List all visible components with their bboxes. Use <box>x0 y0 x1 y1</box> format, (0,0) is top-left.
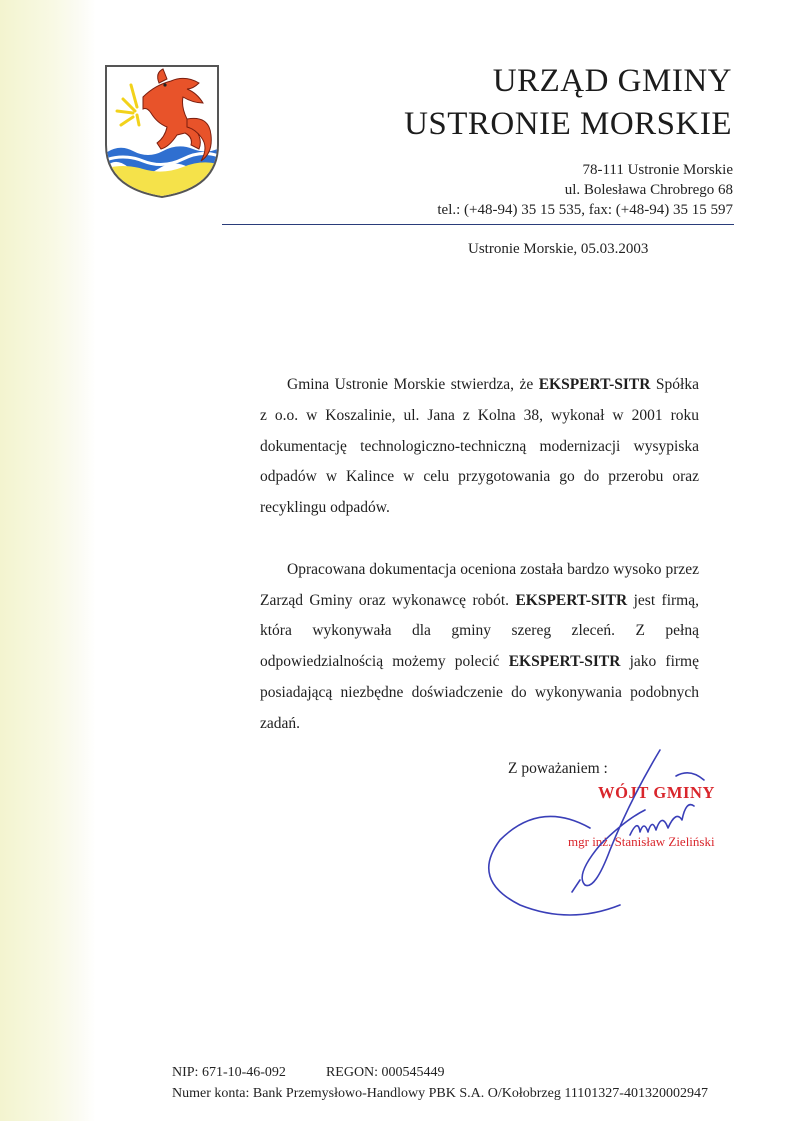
address-contact: tel.: (+48-94) 35 15 535, fax: (+48-94) 35 15 597 <box>437 202 733 218</box>
footer-regon: REGON: 000545449 <box>325 1065 445 1080</box>
footer-nip: NIP: 671-10-46-092 <box>172 1065 286 1080</box>
address-postal: 78-111 Ustronie Morskie <box>582 162 733 178</box>
footer-account: Numer konta: Bank Przemysłowo-Handlowy PBK S.A. O/Kołobrzeg 11101327-401320002947 <box>172 1086 708 1101</box>
company-name: EKSPERT-SITR <box>508 653 621 671</box>
body-paragraph-2 <box>260 555 699 740</box>
p1-text-a: Gmina Ustronie Morskie stwierdza, że <box>287 376 539 393</box>
p1-text-c: Spółka z o.o. w Koszalinie, ul. Jana z Kolna 38, wykonał w 2001 roku dokumentację technologiczno-techniczną modernizacji wysypiska odpadów w Kalince w celu przygotowania go do przerobu oraz recyklingu odpadów. <box>260 376 699 517</box>
body-paragraph-1 <box>260 370 699 524</box>
org-title-line2: USTRONIE MORSKIE <box>404 106 732 142</box>
p2-text-e: jako firmę posiadającą niezbędne doświadczenie do wykonywania podobnych zadań. <box>260 653 699 732</box>
letter-date: Ustronie Morskie, 05.03.2003 <box>468 241 649 257</box>
org-title <box>404 60 732 146</box>
footer-ids <box>172 1062 708 1083</box>
letter-footer <box>172 1062 708 1104</box>
handwritten-signature <box>480 740 740 920</box>
org-address <box>437 160 733 220</box>
letterhead-divider <box>222 224 734 225</box>
letterhead-side-strip <box>0 0 96 1121</box>
coat-of-arms-griffin-icon <box>103 63 221 199</box>
company-name: EKSPERT-SITR <box>515 591 628 609</box>
stamp-name: mgr inż. Stanisław Zieliński <box>568 834 715 849</box>
company-name: EKSPERT-SITR <box>538 376 651 393</box>
org-title-line1: URZĄD GMINY <box>492 63 732 99</box>
closing-salutation: Z poważaniem : <box>508 760 608 777</box>
letter-body <box>260 370 699 740</box>
p2-text-c: jest firmą, która wykonywała dla gminy szereg zleceń. Z pełną odpowiedzialnością możemy polecić <box>260 591 699 671</box>
stamp-title: WÓJT GMINY <box>598 783 716 802</box>
address-street: ul. Bolesława Chrobrego 68 <box>564 182 733 198</box>
p2-text-a: Opracowana dokumentacja oceniona została bardzo wysoko przez Zarząd Gminy oraz wykonawcę robót. <box>260 560 699 609</box>
